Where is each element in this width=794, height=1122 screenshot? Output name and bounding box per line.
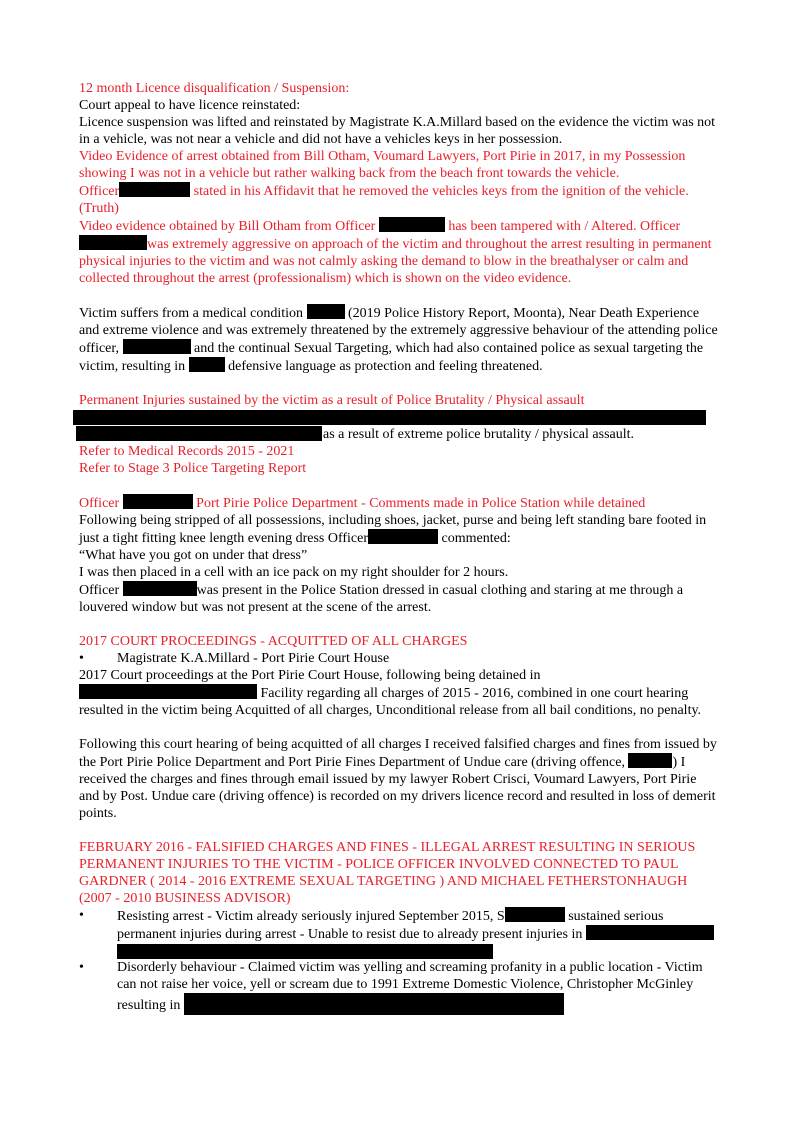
- stripped-a: Following being stripped of all possessions, including shoes, jacket, purse and being left standing bare footed in just a tight fitting knee length evening dress Officer: [79, 513, 707, 546]
- tampered-c: was extremely aggressive on approach of the victim and throughout the arrest resulting in permanent physical injuries to the victim and was not calmly asking the demand to blow in the breathalyser or calm and collected throughout the arrest (professionalism) which is shown on the video evidence.: [79, 237, 712, 286]
- medical-a: Victim suffers from a medical condition: [79, 306, 304, 321]
- fines-b: ) I received the charges and fines through email issued by my lawyer Robert Crisci, Voumard Lawyers, Port Pirie and by Post. Undue care (driving offence) is recorded on my drivers licence record and resulted in loss of demerit points.: [79, 755, 716, 821]
- redaction-bar: [117, 944, 493, 959]
- licence-reinstated-paragraph: Licence suspension was lifted and reinstated by Magistrate K.A.Millard based on the evidence the victim was not in a vehicle, was not near a vehicle and did not have a vehicles keys in her possession.: [79, 115, 716, 147]
- officer-h-b: Port Pirie Police Department - Comments made in Police Station while detained: [196, 496, 646, 511]
- redaction-bar: [73, 410, 706, 425]
- redaction-bar: [628, 753, 672, 768]
- court-proceedings-paragraph: [79, 667, 719, 719]
- bullet-dot: •: [79, 908, 84, 923]
- tampered-a: Video evidence obtained by Bill Otham from Officer: [79, 219, 376, 234]
- licence-heading: 12 month Licence disqualification / Suspension:: [79, 81, 350, 96]
- redaction-bar: [189, 357, 225, 372]
- document-page: [79, 80, 719, 1015]
- redaction-bar: [119, 182, 190, 197]
- redaction-bar: [79, 235, 147, 250]
- present-b: was present in the Police Station dressed in casual clothing and staring at me through a louvered window but was not present at the scene of the arrest.: [79, 583, 684, 615]
- bullet-dot: •: [79, 651, 84, 666]
- disorderly-a: Disorderly behaviour - Claimed victim was yelling and screaming profanity in a public location - Victim can not raise her voice, yell or scream due to 1991 Extreme Domestic Violence, Christopher McGinley resulting in: [117, 960, 703, 1013]
- redaction-bar: [79, 684, 257, 699]
- officer-h-a: Officer: [79, 496, 120, 511]
- redaction-bar: [123, 581, 197, 596]
- officer-present-paragraph: [79, 581, 719, 616]
- stripped-b: commented:: [441, 531, 511, 546]
- redaction-bar: [123, 494, 193, 509]
- court-b: Facility regarding all charges of 2015 - 2016, combined in one court hearing resulted in the victim being Acquitted of all charges, Unconditional release from all bail conditions, no penalty.: [79, 686, 702, 718]
- redaction-bar: [76, 426, 322, 441]
- redaction-bar: [586, 925, 714, 940]
- magistrate-bullet: [79, 650, 719, 667]
- medical-condition-paragraph: [79, 304, 719, 375]
- court-appeal-line: Court appeal to have licence reinstated:: [79, 98, 301, 113]
- redaction-bar: [123, 339, 191, 354]
- redaction-bar: [307, 304, 345, 319]
- fines-a: Following this court hearing of being acquitted of all charges I received falsified charges and fines from issued by the Port Pirie Police Department and Port Pirie Fines Department of Undue care (driving offence,: [79, 737, 717, 770]
- falsified-fines-paragraph: [79, 736, 719, 822]
- redaction-bar: [368, 529, 438, 544]
- video-evidence-paragraph: Video Evidence of arrest obtained from Bill Otham, Voumard Lawyers, Port Pirie in 2017, in my Possession showing I was not in a vehicle but rather walking back from the beach front towards the vehicle.: [79, 149, 686, 181]
- redaction-bar: [505, 907, 565, 922]
- present-a: Officer: [79, 583, 120, 598]
- court-proceedings-heading: 2017 COURT PROCEEDINGS - ACQUITTED OF ALL CHARGES: [79, 634, 468, 649]
- stage3-report-ref: Refer to Stage 3 Police Targeting Report: [79, 461, 307, 476]
- medical-records-ref: Refer to Medical Records 2015 - 2021: [79, 444, 295, 459]
- affidavit-paragraph: [79, 182, 719, 217]
- affidavit-text: stated in his Affidavit that he removed the vehicles keys from the ignition of the vehicle.(Truth): [79, 184, 689, 216]
- resisting-a: Resisting arrest - Victim already seriously injured September 2015, S: [117, 909, 505, 924]
- dress-quote: “What have you got on under that dress”: [79, 548, 308, 563]
- february-2016-heading: FEBRUARY 2016 - FALSIFIED CHARGES AND FINES - ILLEGAL ARREST RESULTING IN SERIOUS PERMANENT INJURIES TO THE VICTIM - POLICE OFFICER INVOLVED CONNECTED TO PAUL GARDNER ( 2014 - 2016 EXTREME SEXUAL TARGETING ) AND MICHAEL FETHERSTONHAUGH (2007 - 2010 BUSINESS ADVISOR): [79, 840, 696, 906]
- cell-line: I was then placed in a cell with an ice pack on my right shoulder for 2 hours.: [79, 565, 509, 580]
- disorderly-behaviour-bullet: [79, 959, 719, 1015]
- redaction-bar: [184, 993, 564, 1015]
- tampered-video-paragraph: [79, 217, 719, 287]
- stripped-paragraph: [79, 512, 719, 547]
- redacted-injury-block: [79, 409, 719, 443]
- resisting-b: sustained serious permanent injuries during arrest - Unable to resist due to already present injuries in: [117, 909, 664, 942]
- resisting-arrest-bullet: [79, 907, 719, 959]
- bullet-dot: •: [79, 960, 84, 975]
- officer-comments-heading: [79, 494, 719, 512]
- injury-tail: as a result of extreme police brutality / physical assault.: [323, 427, 635, 442]
- medical-b: (2019 Police History Report, Moonta), Near Death Experience and extreme violence and was extremely threatened by the extremely aggressive behaviour of the attending police officer,: [79, 306, 718, 356]
- magistrate-text: Magistrate K.A.Millard - Port Pirie Court House: [117, 651, 390, 666]
- affidavit-prefix: Officer: [79, 184, 120, 199]
- tampered-b: has been tampered with / Altered. Officer: [448, 219, 681, 234]
- court-a: 2017 Court proceedings at the Port Pirie Court House, following being detained in: [79, 668, 541, 683]
- permanent-injuries-heading: Permanent Injuries sustained by the victim as a result of Police Brutality / Physical assault: [79, 393, 585, 408]
- redaction-bar: [379, 217, 445, 232]
- medical-d: defensive language as protection and feeling threatened.: [228, 359, 543, 374]
- medical-c: and the continual Sexual Targeting, which had also contained police as sexual targeting the victim, resulting in: [79, 341, 704, 374]
